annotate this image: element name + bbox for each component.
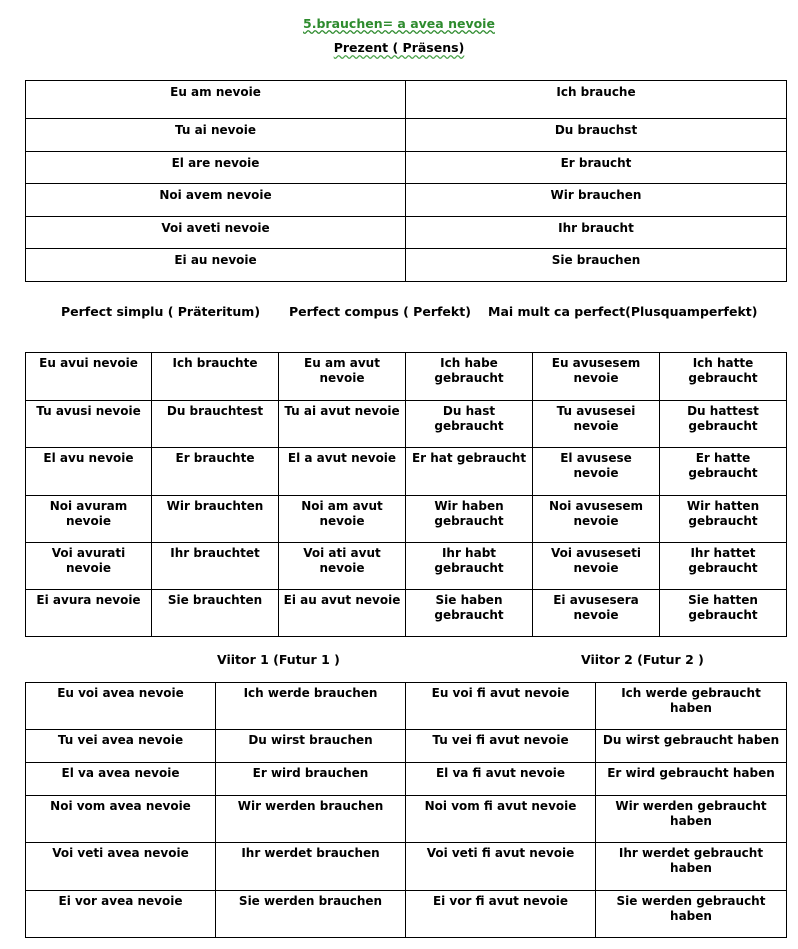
table-cell: Ich hatte gebraucht [660,353,787,401]
table-cell: Sie hatten gebraucht [660,590,787,637]
table-cell: Du hast gebraucht [406,401,533,448]
table-cell: Voi ati avut nevoie [279,543,406,590]
table-row [26,249,787,282]
table-cell: Ich werde gebraucht haben [596,683,787,730]
table-cell: Noi vom avea nevoie [26,796,216,843]
table-row [26,448,787,496]
table-cell: Eu voi fi avut nevoie [406,683,596,730]
table-cell: Noi avuram nevoie [26,496,152,543]
table-cell: Er brauchte [152,448,279,496]
table-cell: Wir haben gebraucht [406,496,533,543]
table-cell: Er wird gebraucht haben [596,763,787,796]
table-cell: Ei au nevoie [26,249,406,282]
heading-futur1: Viitor 1 (Futur 1 ) [217,652,340,667]
table-cell: Du wirst gebraucht haben [596,730,787,763]
table-cell: Er braucht [406,152,787,184]
table-cell: El va avea nevoie [26,763,216,796]
heading-praeteritum: Perfect simplu ( Präteritum) [61,304,261,319]
table-cell: El a avut nevoie [279,448,406,496]
table-cell: Ihr werdet gebraucht haben [596,843,787,891]
table-cell: Tu vei avea nevoie [26,730,216,763]
table-cell: Voi avuseseti nevoie [533,543,660,590]
table-cell: Ich brauche [406,81,787,119]
table-row [26,843,787,891]
table-row [26,81,787,119]
present-table [25,80,787,282]
document-title: 5.brauchen= a avea nevoie [303,16,495,31]
table-cell: Sie brauchten [152,590,279,637]
table-cell: Tu avusesei nevoie [533,401,660,448]
table-row [26,496,787,543]
table-row [26,730,787,763]
table-cell: Eu avui nevoie [26,353,152,401]
table-cell: Ich brauchte [152,353,279,401]
table-cell: Voi veti avea nevoie [26,843,216,891]
table-cell: Ihr braucht [406,217,787,249]
past-table [25,352,787,637]
table-row [26,119,787,152]
table-cell: Voi aveti nevoie [26,217,406,249]
table-cell: Ich habe gebraucht [406,353,533,401]
table-cell: Sie brauchen [406,249,787,282]
table-row [26,891,787,938]
table-cell: Wir werden brauchen [216,796,406,843]
table-cell: Sie werden brauchen [216,891,406,938]
table-cell: Er wird brauchen [216,763,406,796]
table-cell: Ihr brauchtet [152,543,279,590]
table-cell: Ei avusesera nevoie [533,590,660,637]
table-row [26,353,787,401]
table-row [26,152,787,184]
table-row [26,543,787,590]
table-cell: Ihr werdet brauchen [216,843,406,891]
table-cell: El avu nevoie [26,448,152,496]
table-cell: Ich werde brauchen [216,683,406,730]
table-cell: Wir brauchten [152,496,279,543]
table-cell: Noi am avut nevoie [279,496,406,543]
table-cell: El are nevoie [26,152,406,184]
table-cell: Tu ai avut nevoie [279,401,406,448]
table-cell: Wir werden gebraucht haben [596,796,787,843]
table-cell: Tu vei fi avut nevoie [406,730,596,763]
table-cell: Noi vom fi avut nevoie [406,796,596,843]
table-cell: Sie haben gebraucht [406,590,533,637]
table-cell: Ei vor fi avut nevoie [406,891,596,938]
table-row [26,763,787,796]
table-cell: Wir brauchen [406,184,787,217]
table-cell: Eu avusesem nevoie [533,353,660,401]
table-cell: Ihr hattet gebraucht [660,543,787,590]
table-row [26,217,787,249]
table-cell: Eu am nevoie [26,81,406,119]
table-cell: Ei avura nevoie [26,590,152,637]
table-cell: Er hatte gebraucht [660,448,787,496]
table-cell: Du wirst brauchen [216,730,406,763]
table-cell: Ihr habt gebraucht [406,543,533,590]
table-row [26,796,787,843]
table-cell: Ei au avut nevoie [279,590,406,637]
table-cell: Du brauchst [406,119,787,152]
table-cell: Wir hatten gebraucht [660,496,787,543]
present-heading: Prezent ( Präsens) [333,40,465,55]
heading-futur2: Viitor 2 (Futur 2 ) [581,652,704,667]
table-cell: Voi avurati nevoie [26,543,152,590]
table-cell: Noi avem nevoie [26,184,406,217]
table-cell: El va fi avut nevoie [406,763,596,796]
table-cell: El avusese nevoie [533,448,660,496]
table-row [26,401,787,448]
table-cell: Du hattest gebraucht [660,401,787,448]
table-cell: Tu ai nevoie [26,119,406,152]
table-cell: Ei vor avea nevoie [26,891,216,938]
future-table [25,682,787,938]
table-cell: Eu am avut nevoie [279,353,406,401]
table-row [26,590,787,637]
table-cell: Noi avusesem nevoie [533,496,660,543]
table-cell: Er hat gebraucht [406,448,533,496]
table-cell: Voi veti fi avut nevoie [406,843,596,891]
heading-plusquamperfekt: Mai mult ca perfect(Plusquamperfekt) [488,304,758,319]
table-cell: Tu avusi nevoie [26,401,152,448]
table-row [26,184,787,217]
table-cell: Du brauchtest [152,401,279,448]
table-cell: Eu voi avea nevoie [26,683,216,730]
heading-perfekt: Perfect compus ( Perfekt) [289,304,471,319]
table-cell: Sie werden gebraucht haben [596,891,787,938]
table-row [26,683,787,730]
